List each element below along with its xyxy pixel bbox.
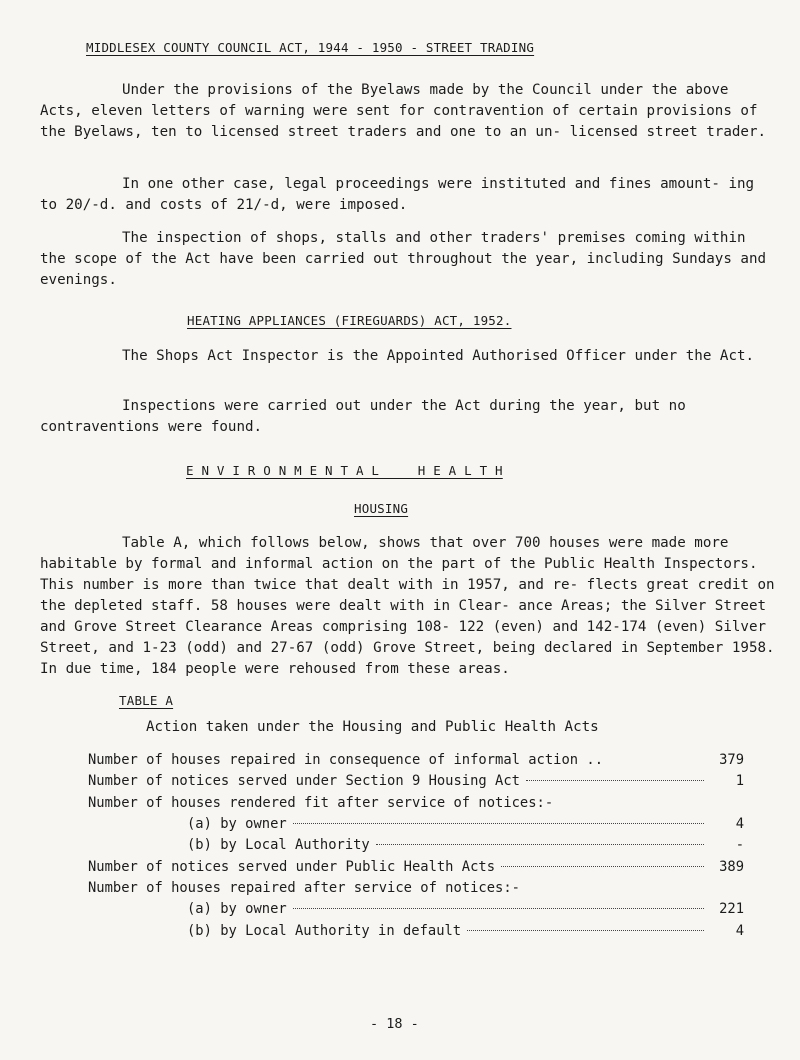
- table-row: [88, 773, 744, 794]
- row-value: 389: [719, 859, 744, 875]
- row-label: (a) by owner: [187, 816, 287, 832]
- row-label: Number of houses rendered fit after service of notices:-: [88, 795, 554, 811]
- heating-paragraph-1: The Shops Act Inspector is the Appointed Authorised Officer under the Act.: [122, 348, 755, 364]
- street-trading-paragraph-3: The inspection of shops, stalls and other traders' premises coming within the scope of the Act have been carried out throughout the year, including Sundays and evenings.: [40, 230, 767, 288]
- table-row: [88, 880, 744, 901]
- table-a-label: TABLE A: [119, 693, 174, 708]
- row-label: Number of houses repaired in consequence of informal action ..: [88, 752, 603, 768]
- page-number: - 18 -: [370, 1016, 419, 1032]
- table-row: [88, 859, 744, 880]
- row-label: (a) by owner: [187, 901, 287, 917]
- street-trading-heading: MIDDLESEX COUNTY COUNCIL ACT, 1944 - 1950 - STREET TRADING: [86, 40, 535, 55]
- row-label: (b) by Local Authority in default: [187, 923, 462, 939]
- row-label: (b) by Local Authority: [187, 837, 370, 853]
- housing-heading: HOUSING: [354, 501, 409, 516]
- table-row: [88, 837, 744, 858]
- dot-leader: [293, 908, 704, 909]
- row-label: Number of notices served under Public Health Acts: [88, 859, 496, 875]
- heating-paragraph-2: Inspections were carried out under the Act during the year, but no contraventions were found.: [40, 398, 686, 435]
- dot-leader: [467, 930, 704, 931]
- row-label: Number of notices served under Section 9 Housing Act: [88, 773, 520, 789]
- table-row: [88, 923, 744, 944]
- housing-paragraph: Table A, which follows below, shows that over 700 houses were made more habitable by formal and informal action on the part of the Public Health Inspectors. This number is more than twice that dealt with in 1957, and re- flects great credit on the depleted staff. 58 houses were dealt with in Clear- ance Areas; the Silver Street and Grove Street Clearance Areas comprising 108- 122 (even) and 142-174 (even) Silver Street, and 1-23 (odd) and 27-67 (odd) Grove Street, being declared in September 1958. In due time, 184 people were rehoused from these areas.: [40, 535, 775, 677]
- row-value: 379: [719, 752, 744, 768]
- street-trading-paragraph-2: In one other case, legal proceedings were instituted and fines amount- ing to 20/-d. and costs of 21/-d, were imposed.: [40, 176, 755, 213]
- table-row: [88, 795, 744, 816]
- table-row: [88, 816, 744, 837]
- heating-appliances-heading: HEATING APPLIANCES (FIREGUARDS) ACT, 1952.: [187, 313, 512, 328]
- table-row: [88, 901, 744, 922]
- table-row: [88, 752, 744, 773]
- dot-leader: [293, 823, 704, 824]
- row-value: -: [735, 837, 744, 853]
- row-value: 4: [735, 923, 744, 939]
- street-trading-paragraph-1: Under the provisions of the Byelaws made by the Council under the above Acts, eleven letters of warning were sent for contravention of certain provisions of the Byelaws, ten to licensed street traders and one to an un- licensed street trader.: [40, 82, 767, 140]
- dot-leader: [376, 844, 704, 845]
- row-value: 4: [735, 816, 744, 832]
- row-value: 221: [719, 901, 744, 917]
- dot-leader: [526, 780, 704, 781]
- table-a-title: Action taken under the Housing and Public Health Acts: [146, 719, 599, 735]
- row-value: 1: [735, 773, 744, 789]
- environmental-health-heading: E N V I R O N M E N T A L H E A L T H: [186, 463, 503, 478]
- row-label: Number of houses repaired after service of notices:-: [88, 880, 520, 896]
- dot-leader: [501, 866, 704, 867]
